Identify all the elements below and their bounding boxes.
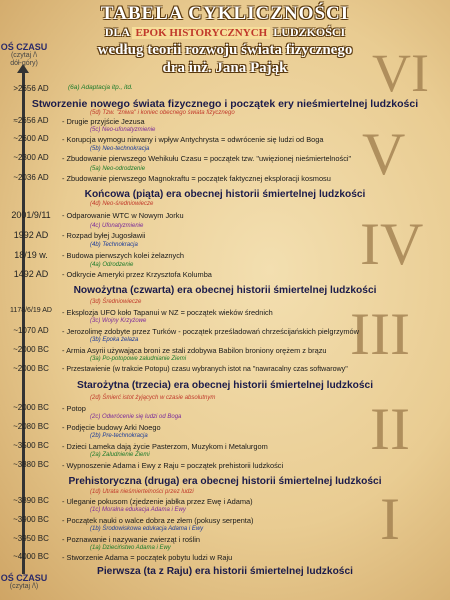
- date-3a: ~2000 BC: [13, 364, 49, 373]
- event-5d: - Drugie przyjście Jezusa: [62, 117, 145, 126]
- date-1a: ~4000 BC: [13, 552, 49, 561]
- sub-5d: (5d) Tzw. "żniwa" i koniec obecnego świata fizycznego: [90, 110, 235, 116]
- date-2c: ~2080 BC: [13, 422, 49, 431]
- event-2b: - Dzieci Lameka dają życie Pasterzom, Muzykom i Metalurgom: [62, 442, 268, 451]
- era-6-heading: Stworzenie nowego świata fizycznego i początek ery nieśmiertelnej ludzkości: [31, 98, 419, 110]
- sub-2c: (2c) Odwrócenie się ludzi od Boga: [90, 414, 182, 420]
- sub-4d: (4d) Neo-średniowiecze: [90, 201, 154, 207]
- title-line-2c: LUDZKOŚCI: [273, 25, 346, 39]
- sub-1a: (1a) Dzieciństwo Adama i Ewy: [90, 545, 171, 551]
- event-4a: - Odkrycie Ameryki przez Krzysztofa Kolumba: [62, 270, 212, 279]
- sub-1c: (1c) Moralna edukacja Adama i Ewy: [90, 507, 186, 513]
- era-5-heading: Końcowa (piąta) era obecnej historii śmiertelnej ludzkości: [84, 189, 366, 200]
- event-2d: - Potop: [62, 404, 86, 413]
- axis-bottom-sub: (czytaj /\): [9, 583, 39, 590]
- sub-5c: (5c) Neo-ufonatyzmienie: [90, 127, 156, 133]
- sub-2b: (2b) Pre-technokracja: [90, 433, 148, 439]
- event-4c: - Rozpad byłej Jugosławii: [62, 231, 146, 240]
- event-1a: - Stworzenie Adama = początek pobytu ludzi w Raju: [62, 553, 233, 562]
- event-5c: - Korupcja wymogu nirwany i wpływ Antychrysta = odwrócenie się ludzi od Boga: [62, 135, 324, 144]
- date-3b: ~2000 BC: [13, 345, 49, 354]
- title-line-2a: DLA: [104, 25, 130, 39]
- sub-6a: (6a) Adaptacja itp., itd.: [68, 84, 133, 91]
- event-5b: - Zbudowanie pierwszego Wehikułu Czasu = początek tzw. "uwięzionej nieśmiertelności": [62, 154, 352, 163]
- date-1c: ~3900 BC: [13, 515, 49, 524]
- sub-3c: (3c) Wojny Krzyżowe: [90, 318, 147, 324]
- event-1c: - Początek nauki o walce dobra ze złem (pokusy serpenta): [62, 516, 254, 525]
- event-2c: - Podjęcie budowy Arki Noego: [62, 423, 161, 432]
- sub-5b: (5b) Neo-technokracja: [90, 146, 150, 152]
- event-4b: - Budowa pierwszych kolei żelaznych: [62, 251, 184, 260]
- event-3c: - Jerozolimę zdobyte przez Turków - początek prześladowań chrześcijańskich pielgrzymów: [62, 327, 359, 336]
- date-4c: 1992 AD: [13, 230, 49, 240]
- roman-v: V: [362, 121, 406, 187]
- sub-3a: (3a) Po-potopowe zaludnianie Ziemi: [90, 356, 187, 362]
- sub-4a: (4a) Odrodzenie: [90, 262, 134, 268]
- date-4a: 1492 AD: [13, 269, 49, 279]
- date-2b: ~3500 BC: [13, 441, 49, 450]
- date-5a: ~2036 AD: [13, 173, 49, 182]
- event-3a: - Przestawienie (w trakcie Potopu) czasu wybranych istot na "nawracalny czas softwarowy": [62, 365, 348, 373]
- roman-iv: IV: [360, 211, 424, 277]
- roman-i: I: [380, 486, 400, 552]
- era-2-heading: Prehistoryczna (druga) era obecnej historii śmiertelnej ludzkości: [68, 476, 382, 487]
- event-4d: - Odparowanie WTC w Nowym Jorku: [62, 211, 184, 220]
- title-line-3: według teorii rozwoju świata fizycznego: [97, 42, 353, 58]
- sub-3d: (3d) Średniowiecze: [90, 299, 142, 305]
- axis-top-title: OŚ CZASU: [0, 42, 48, 52]
- sub-1b: (1b) Środowiskowa edukacja Adama i Ewy: [90, 526, 204, 532]
- date-1b: ~3950 BC: [13, 534, 49, 543]
- sub-2a: (2a) Zaludnienie Ziemi: [90, 452, 150, 458]
- event-1d: - Uleganie pokusom (zjedzenie jabłka przez Ewę i Adama): [62, 497, 253, 506]
- era-3-heading: Starożytna (trzecia) era obecnej historii śmiertelnej ludzkości: [76, 380, 374, 391]
- sub-2d: (2d) Śmierć istot żyjących w czasie absolutnym: [90, 395, 216, 401]
- date-2d: ~2000 BC: [13, 403, 49, 412]
- date-5c: ~2600 AD: [13, 134, 49, 143]
- axis-bottom-title: OŚ CZASU: [0, 573, 48, 583]
- date-1d: ~3890 BC: [13, 496, 49, 505]
- sub-3b: (3b) Epoka żelaza: [90, 337, 139, 343]
- title-line-4: dra inż. Jana Pająk: [162, 60, 288, 76]
- sub-4b: (4b) Technokracja: [90, 242, 138, 248]
- date-5b: ~2300 AD: [13, 153, 49, 162]
- event-2a: - Wypnoszenie Adama i Ewy z Raju = początek prehistorii ludzkości: [62, 461, 284, 470]
- event-3d: - Eksplozja UFO koło Tapanui w NZ = początek wieków średnich: [62, 308, 273, 317]
- date-5d: ≈2656 AD: [13, 116, 49, 125]
- era-4-heading: Nowożytna (czwarta) era obecnej historii śmiertelnej ludzkości: [73, 285, 377, 296]
- roman-iii: III: [350, 301, 410, 367]
- date-3d: 1178/6/19 AD: [10, 307, 52, 314]
- era-1-heading: Pierwsza (ta z Raju) era historii śmiertelnej ludzkości: [97, 566, 353, 577]
- event-1b: - Poznawanie i nazywanie zwierząt i roślin: [62, 535, 201, 544]
- date-3c: ~1070 AD: [13, 326, 49, 335]
- event-3b: - Armia Asyrii używająca broni ze stali zdobywa Babilon broniony orężem z brązu: [62, 346, 327, 355]
- title-line-1: TABELA CYKLICZNOŚCI: [100, 3, 350, 24]
- roman-ii: II: [370, 396, 410, 462]
- axis-top-sub2: dół-góry): [10, 60, 38, 67]
- title-line-2b: EPOK HISTORYCZNYCH: [132, 27, 270, 39]
- title-block: [60, 4, 390, 77]
- date-4d: 2001/9/11: [11, 210, 51, 220]
- roman-vi: VI: [372, 43, 429, 103]
- date-4b: 18/19 w.: [14, 250, 48, 260]
- sub-4c: (4c) Ufonatyzmienie: [90, 223, 144, 229]
- date-2a: ~3880 BC: [13, 460, 49, 469]
- axis-top-sub1: (czytaj /\: [10, 52, 38, 59]
- sub-5a: (5a) Neo-odrodzenie: [90, 166, 146, 172]
- sub-1d: (1d) Utrata nieśmiertelności przez ludzi: [90, 489, 194, 495]
- title-line-2: [60, 24, 390, 41]
- event-5a: - Zbudowanie pierwszego Magnokraftu = początek faktycznej eksploracji kosmosu: [62, 174, 331, 183]
- date-6a: >2656 AD: [13, 84, 49, 93]
